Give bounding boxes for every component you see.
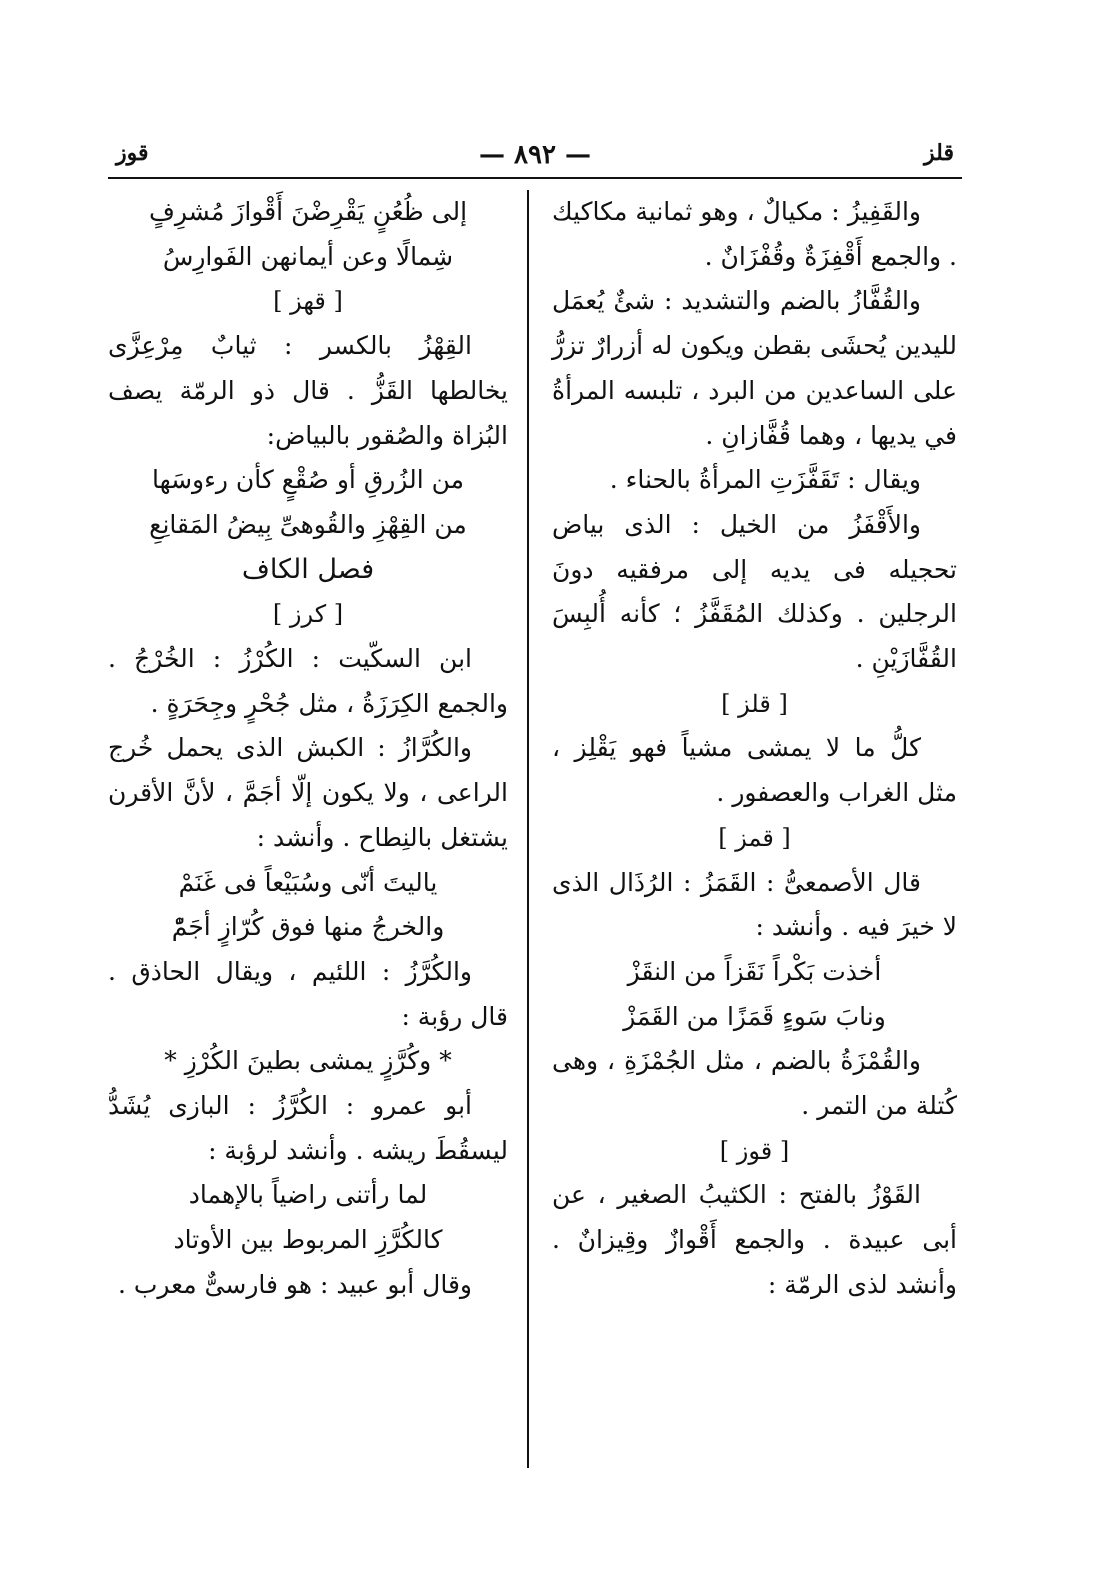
paragraph: والكُرَّازُ : الكبش الذى يحمل خُرج الراعى ، ولا يكون إلّا أجَمَّ ، لأنَّ الأقرن يشتغل بالنِطاح . وأنشد :	[108, 733, 508, 852]
header-rule	[108, 177, 962, 179]
right-column	[552, 190, 957, 1308]
verse-line: أخذت بَكْراً نَقَزاً من النقَزْ	[627, 956, 882, 986]
header-root-word-right: قلز	[924, 140, 954, 166]
entry-heading: [ قهز ]	[273, 287, 343, 316]
paragraph: كلُّ ما لا يمشى مشياً فهو يَقْلِز ، مثل الغراب والعصفور .	[552, 733, 957, 808]
paragraph: والقَفِيزُ : مكيالٌ ، وهو ثمانية مكاكيك . والجمع أَقْفِزَةٌ وقُفْزَانٌ .	[552, 197, 957, 271]
paragraph: القَوْزُ بالفتح : الكثيبُ الصغير ، عن أبى عبيدة . والجمع أَقْوازٌ وقِيزانٌ . وأنشد لذى الرمّة :	[552, 1180, 957, 1299]
entry-heading: [ قوز ]	[719, 1136, 790, 1165]
verse-line: من القِهْزِ والقُوهىِّ بِيضُ المَقانِعِ	[149, 509, 467, 539]
page-header	[110, 136, 960, 176]
verse-line: شِمالًا وعن أيمانهن الفَوارِسُ	[162, 241, 454, 271]
verse-line: * وكُرَّزٍ يمشى بطينَ الكُرْزِ *	[164, 1046, 452, 1076]
verse-line: كالكُرَّزِ المربوط بين الأوتاد	[173, 1225, 443, 1255]
paragraph: والقُمْزَةُ بالضم ، مثل الجُمْزَةِ ، وهى كُتلة من التمر .	[552, 1046, 957, 1121]
column-divider	[527, 190, 529, 1468]
paragraph: والأَقْفَزُ من الخيل : الذى بياض تحجيله فى يديه إلى مرفقيه دونَ الرجلين . وكذلك المُقَفَّزُ ؛ كأنه أُلبِسَ القُفَّازَيْنِ .	[552, 509, 957, 674]
header-root-word-left: قوز	[116, 140, 149, 166]
left-column	[108, 190, 508, 1308]
paragraph: القِهْزُ بالكسر : ثيابٌ مِرْعِزَّى يخالطها القَزُّ . قال ذو الرمّة يصف البُزاة والصُقور بالبياض:	[108, 331, 508, 450]
paragraph: وقال أبو عبيد : هو فارسىٌّ معرب .	[117, 1269, 472, 1299]
verse-line: ونابَ سَوءٍ قَمَزًا من القَمَزْ	[623, 1001, 886, 1031]
verse-line: ياليتَ أنّى وسُبَيْعاً فى غَنَمْ	[178, 867, 438, 897]
entry-heading: [ قلز ]	[721, 689, 788, 718]
verse-line: من الزُرقِ أو صُقْعٍ كأن رءوسَها	[151, 465, 465, 495]
paragraph: أبو عمرو : الكُرَّزُ : البازى يُشَدُّ ليسقُطَ ريشه . وأنشد لرؤبة :	[108, 1091, 508, 1165]
paragraph: والكُرَّزُ : اللئيم ، ويقال الحاذق . قال رؤبة :	[108, 956, 508, 1031]
verse-line: لما رأتنى راضياً بالإهماد	[188, 1180, 428, 1210]
paragraph: ابن السكّيت : الكُرْزُ : الخُرْجُ . والجمع الكِرَزَةُ ، مثل جُحْرٍ وجِحَرَةٍ .	[108, 644, 508, 718]
verse-line: إلى ظُعُنٍ يَقْرِضْنَ أَقْوازَ مُشرِفٍ	[148, 197, 468, 226]
entry-heading: [ قمز ]	[718, 823, 791, 852]
paragraph: قال الأصمعىُّ : القَمَزُ : الرُذَال الذى لا خيرَ فيه . وأنشد :	[552, 867, 957, 942]
page-number: — ٨٩٢ —	[478, 140, 592, 170]
entry-heading: [ كرز ]	[272, 600, 344, 629]
verse-line: والخرجُ منها فوق كُرّازٍ أجَمّْ	[171, 912, 445, 942]
section-title: فصل الكاف	[241, 553, 375, 585]
paragraph: والقُفَّازُ بالضم والتشديد : شئٌ يُعمَل لليدين يُحشَى بقطن ويكون له أزرارٌ تزرُّ على الساعدين من البرد ، تلبسه المرأةُ في يديها ، وهما قُفَّازانِ .	[552, 286, 957, 450]
paragraph: ويقال : تَقَفَّزَتِ المرأةُ بالحناء .	[609, 465, 921, 495]
